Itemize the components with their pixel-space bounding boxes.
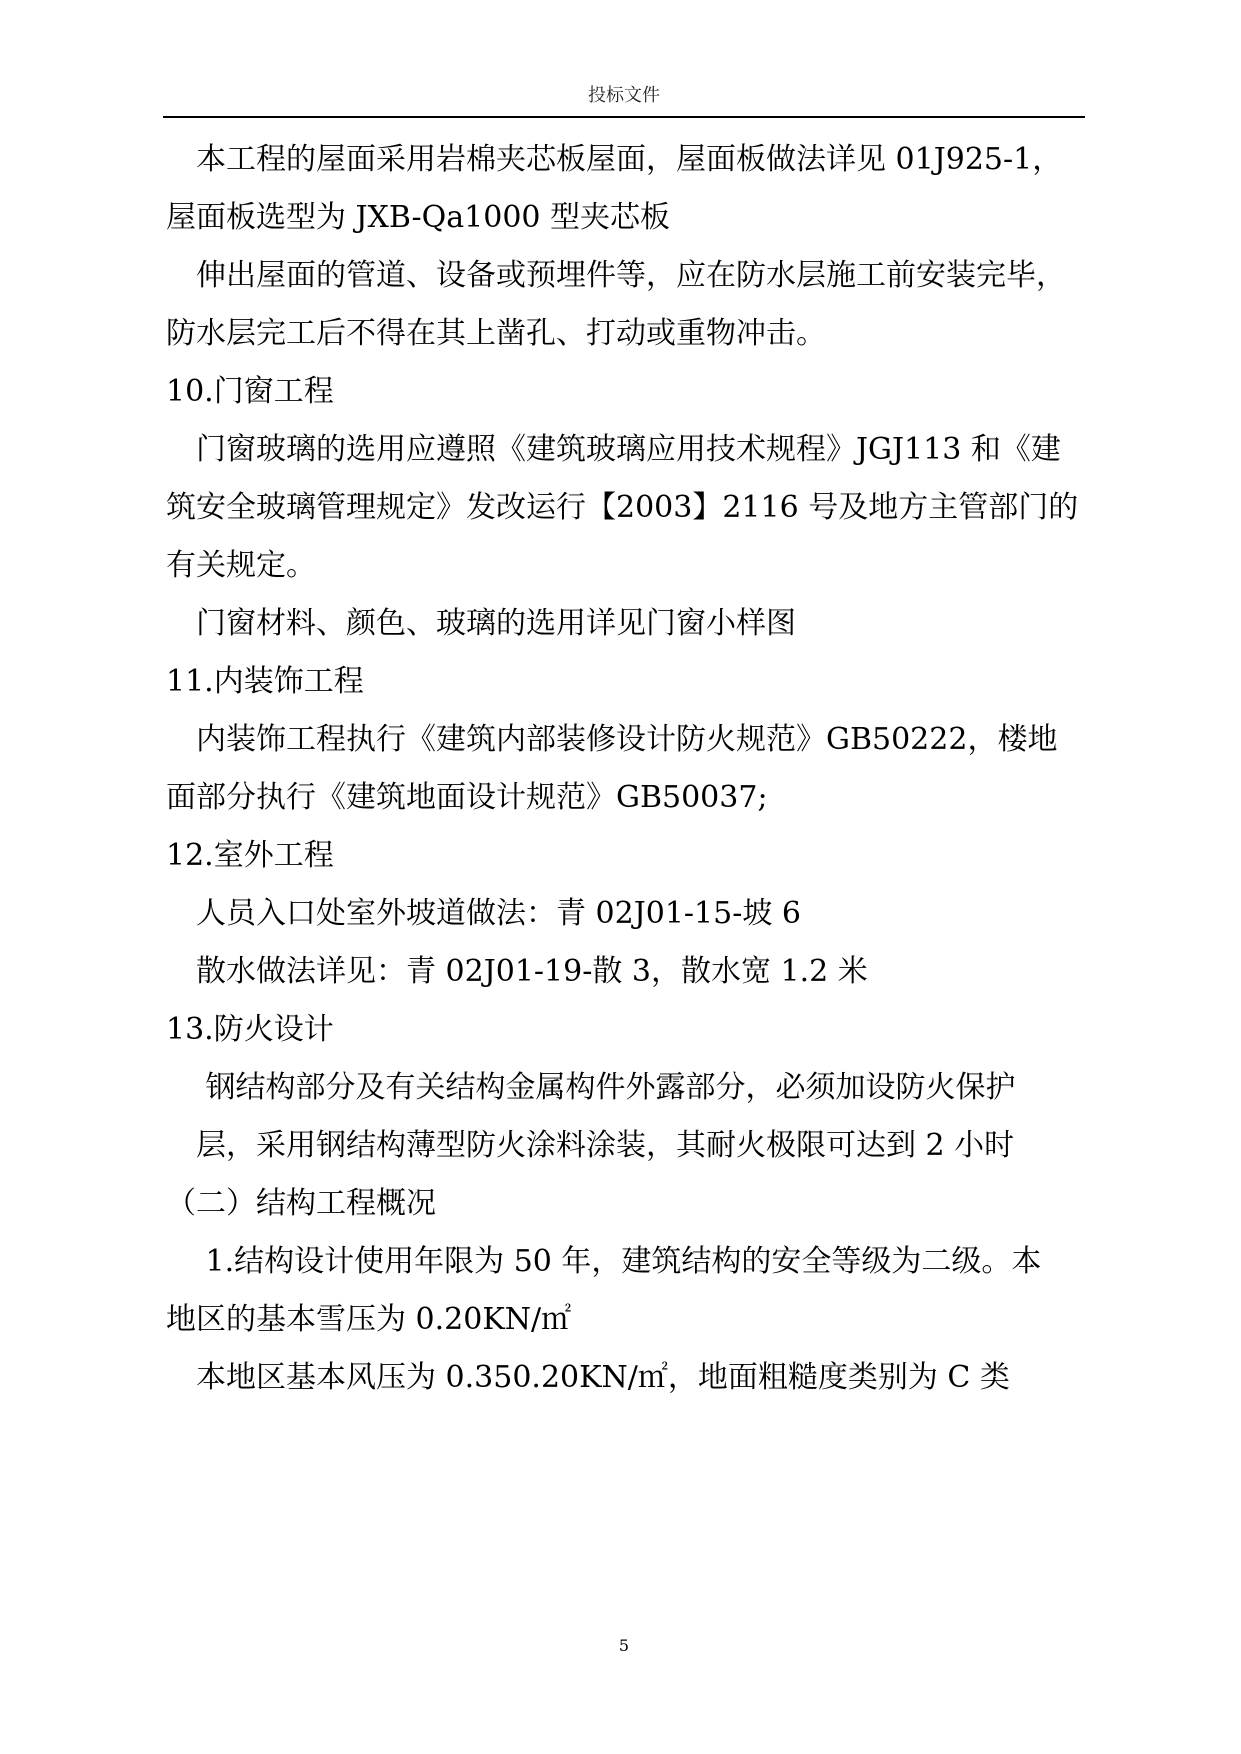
paragraph-line: 内装饰工程执行《建筑内部装修设计防火规范》GB50222，楼地	[166, 722, 1058, 757]
paragraph-line: 筑安全玻璃管理规定》发改运行【2003】2116 号及地方主管部门的	[166, 490, 1079, 525]
paragraph-line: 本地区基本风压为 0.350.20KN/㎡，地面粗糙度类别为 C 类	[166, 1360, 1010, 1395]
paragraph-line: 1.结构设计使用年限为 50 年，建筑结构的安全等级为二级。本	[166, 1244, 1042, 1279]
section-heading: 10.门窗工程	[166, 374, 334, 409]
paragraph-line: 层，采用钢结构薄型防火涂料涂装，其耐火极限可达到 2 小时	[166, 1128, 1015, 1163]
paragraph-line: 屋面板选型为 JXB-Qa1000 型夹芯板	[166, 200, 671, 235]
paragraph-line: 面部分执行《建筑地面设计规范》GB50037;	[166, 780, 768, 815]
section-heading: 12.室外工程	[166, 838, 334, 873]
paragraph-line: 有关规定。	[166, 548, 316, 583]
paragraph-line: 门窗玻璃的选用应遵照《建筑玻璃应用技术规程》JGJ113 和《建	[166, 432, 1061, 467]
paragraph-line: 门窗材料、颜色、玻璃的选用详见门窗小样图	[166, 606, 796, 641]
page-header: 投标文件	[588, 85, 660, 106]
paragraph-line: 防水层完工后不得在其上凿孔、打动或重物冲击。	[166, 316, 826, 351]
paragraph-line: 本工程的屋面采用岩棉夹芯板屋面，屋面板做法详见 01J925-1，	[166, 142, 1063, 177]
header-rule	[163, 116, 1085, 118]
paragraph-line: 伸出屋面的管道、设备或预埋件等，应在防水层施工前安装完毕，	[166, 258, 1066, 293]
paragraph-line: 钢结构部分及有关结构金属构件外露部分，必须加设防火保护	[166, 1070, 1016, 1105]
paragraph-line: 地区的基本雪压为 0.20KN/㎡	[166, 1302, 572, 1337]
section-heading: 13.防火设计	[166, 1012, 334, 1047]
section-heading: （二）结构工程概况	[166, 1186, 436, 1221]
page-number: 5	[618, 1636, 630, 1655]
paragraph-line: 散水做法详见：青 02J01-19-散 3，散水宽 1.2 米	[166, 954, 868, 989]
section-heading: 11.内装饰工程	[166, 664, 364, 699]
paragraph-line: 人员入口处室外坡道做法：青 02J01-15-坡 6	[166, 896, 801, 931]
